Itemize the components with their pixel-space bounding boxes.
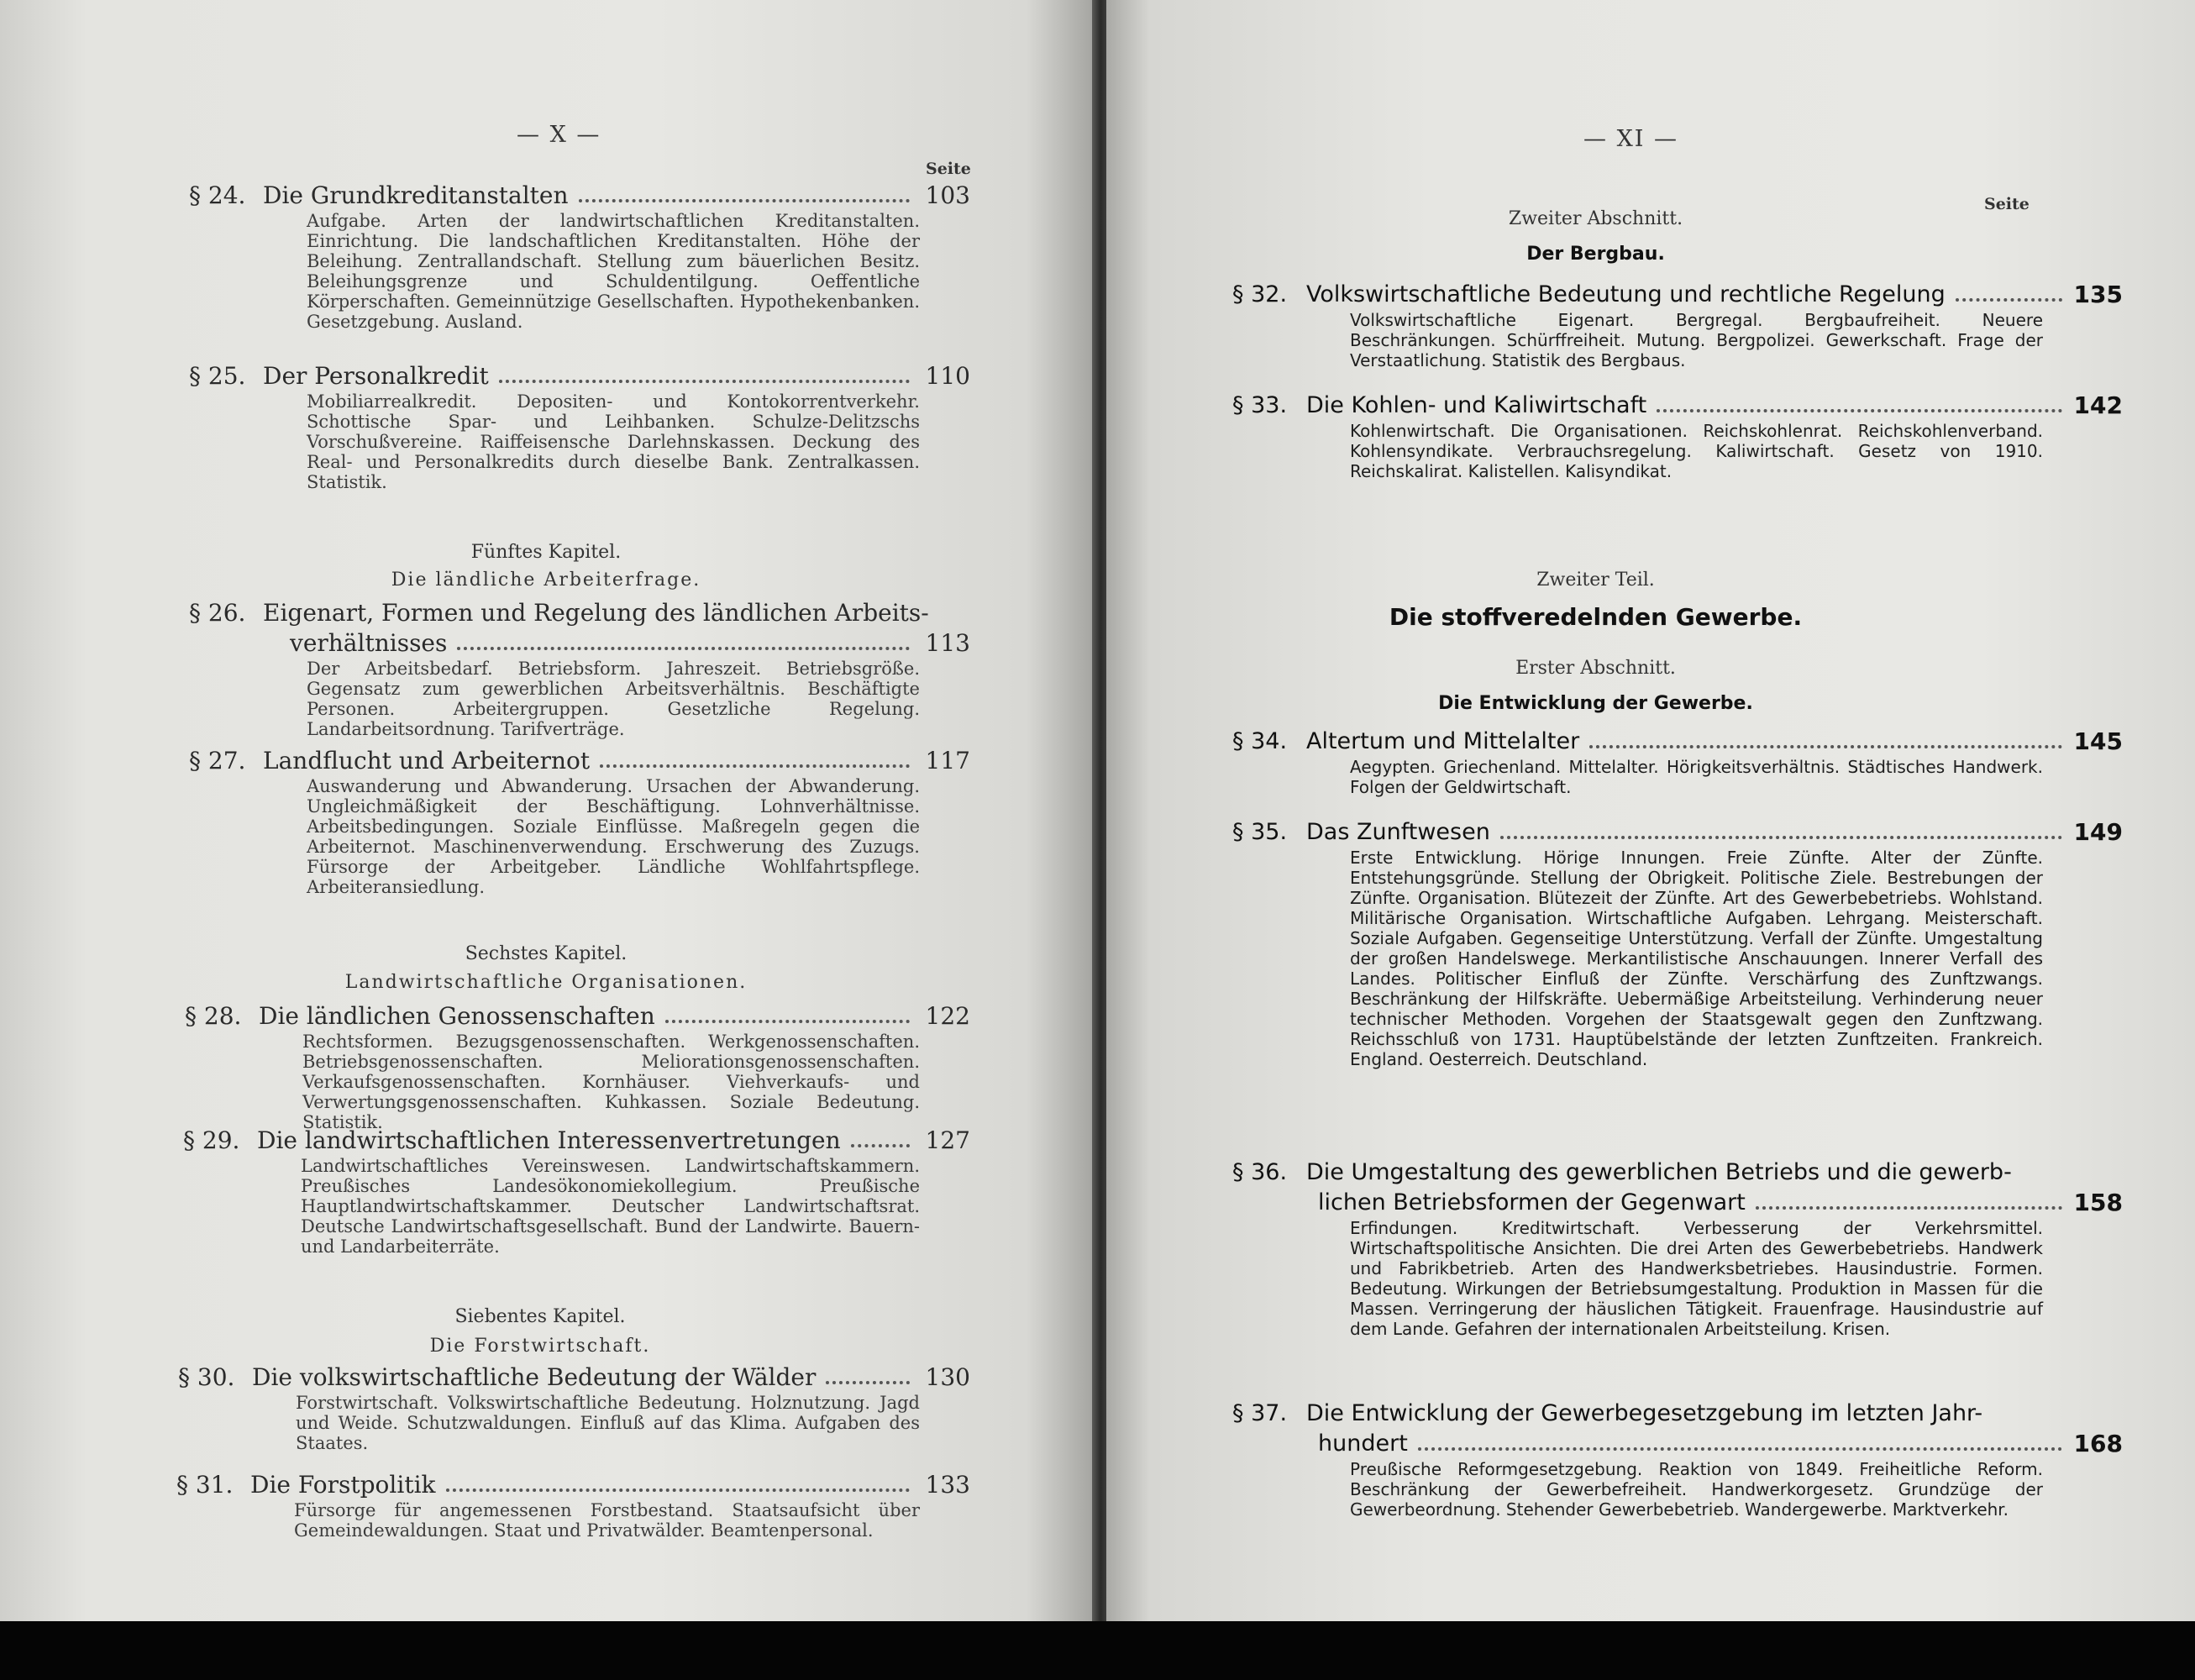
toc-entry <box>189 746 970 897</box>
page-ref: 133 <box>925 1471 970 1499</box>
entry-description: Erste Entwicklung. Hörige Innungen. Freie Zünfte. Alter der Zünfte. Entstehungsgründe. Stellung der Obrigkeit. Politische Ziele. Bestrebungen der Zünfte. Organisation. Blütezeit der Zünfte. Art des Gewerbebetriebs. Wohlstand. Militärische Organisation. Wirtschaftliche Aufgaben. Lehrgang. Meisterschaft. Soziale Aufgaben. Gegenseitige Unterstützung. Verfall der Zünfte. Umgestaltung der großen Handelswege. Merkantilistische Anschauungen. Innerer Verfall des Landes. Politischer Einfluß der Zünfte. Verschärfung des Zunftzwangs. Beschränkung der Hilfskräfte. Uebermäßige Arbeitsteilung. Verhinderung neuer technischer Methoden. Vorgehen der Staatsgewalt gegen den Zunftzwang. Reichsschluß von 1731. Hauptübelstände der letzten Zunftzeiten. Frankreich. England. Oesterreich. Deutschland. <box>1350 848 2043 1069</box>
page-ref: 117 <box>925 747 970 774</box>
entry-description: Preußische Reformgesetzgebung. Reaktion von 1849. Freiheitliche Reform. Beschränkung der Gewerbefreiheit. Handwerkorgesetz. Grundzüge der Gewerbeordnung. Stehender Gewerbebetrieb. Wandergewerbe. Marktverkehr. <box>1350 1459 2043 1520</box>
section-number: § 35. <box>1232 819 1288 845</box>
toc-entry <box>1232 280 2123 370</box>
page-ref: 103 <box>925 181 970 209</box>
page-ref: 158 <box>2073 1189 2123 1216</box>
section-label: Erster Abschnitt. <box>1515 658 1676 679</box>
section-title: Der Bergbau. <box>1526 244 1665 265</box>
page-ref: 122 <box>925 1002 970 1030</box>
section-number: § 28. <box>185 1002 242 1030</box>
entry-title-continued: hundert <box>1318 1431 1408 1457</box>
chapter-title: Die Forstwirtschaft. <box>429 1336 651 1357</box>
entry-title: Die Forstpolitik <box>250 1471 436 1499</box>
page-ref: 142 <box>2073 391 2123 419</box>
entry-description: Kohlenwirtschaft. Die Organisationen. Reichskohlenrat. Reichskohlenverband. Kohlensyndikate. Verbrauchsregelung. Kaliwirtschaft. Gesetz von 1910. Reichskalirat. Kalistellen. Kalisyndikat. <box>1350 421 2043 481</box>
section-title: Die Entwicklung der Gewerbe. <box>1438 693 1753 714</box>
toc-entry <box>1232 1158 2123 1339</box>
part-label: Zweiter Teil. <box>1536 570 1655 591</box>
page-ref: 145 <box>2073 727 2123 755</box>
entry-title: Die Grundkreditanstalten <box>263 181 569 209</box>
section-number: § 32. <box>1232 281 1288 307</box>
entry-title: Altertum und Mittelalter <box>1306 728 1580 754</box>
toc-entry <box>1232 391 2123 481</box>
entry-description: Aegypten. Griechenland. Mittelalter. Hörigkeitsverhältnis. Städtisches Handwerk. Folgen der Geldwirtschaft. <box>1350 757 2043 797</box>
page-ref: 135 <box>2073 281 2123 308</box>
section-number: § 24. <box>189 181 246 209</box>
page-ref: 168 <box>2073 1430 2123 1457</box>
toc-entry <box>189 181 970 332</box>
background-edge <box>0 1621 2195 1680</box>
section-number: § 26. <box>189 599 246 627</box>
page-ref: 127 <box>925 1126 970 1154</box>
toc-entry <box>176 1470 970 1541</box>
section-number: § 34. <box>1232 728 1288 754</box>
section-number: § 29. <box>183 1126 240 1154</box>
chapter-label: Sechstes Kapitel. <box>465 943 628 964</box>
entry-title: Eigenart, Formen und Regelung des ländlichen Arbeits- <box>263 599 929 627</box>
book-gutter <box>1092 0 1106 1621</box>
entry-title: Das Zunftwesen <box>1306 819 1490 845</box>
toc-entry <box>1232 727 2123 797</box>
seite-label: Seite <box>1984 195 2030 213</box>
page-ref: 113 <box>925 629 970 657</box>
part-title: Die stoffveredelnden Gewerbe. <box>1389 603 1803 631</box>
section-number: § 36. <box>1232 1159 1288 1185</box>
entry-description: Der Arbeitsbedarf. Betriebsform. Jahreszeit. Betriebsgröße. Gegensatz zum gewerblichen Arbeitsverhältnis. Beschäftigte Personen. Arbeitergruppen. Gesetzliche Regelung. Landarbeitsordnung. Tarifverträge. <box>307 659 920 739</box>
chapter-label: Fünftes Kapitel. <box>470 542 622 563</box>
toc-entry <box>189 361 970 492</box>
entry-description: Aufgabe. Arten der landwirtschaftlichen Kreditanstalten. Einrichtung. Die landschaftlichen Kreditanstalten. Höhe der Beleihung. Zentrallandschaft. Stellung zum bäuerlichen Besitz. Beleihungsgrenze und Schuldentilgung. Oeffentliche Körperschaften. Gemeinnützige Gesellschaften. Hypothekenbanken. Gesetzgebung. Ausland. <box>307 211 920 332</box>
section-label: Zweiter Abschnitt. <box>1508 208 1683 229</box>
seite-label: Seite <box>926 160 971 178</box>
left-page <box>0 0 1092 1621</box>
entry-title-continued: lichen Betriebsformen der Gegenwart <box>1318 1189 1746 1215</box>
entry-title: Die Kohlen- und Kaliwirtschaft <box>1306 392 1647 418</box>
toc-entry <box>1232 817 2123 1069</box>
entry-description: Erfindungen. Kreditwirtschaft. Verbesserung der Verkehrsmittel. Wirtschaftspolitische Ansichten. Die drei Arten des Gewerbebetriebs. Handwerk und Fabrikbetrieb. Arten des Handwerksbetriebes. Hausindustrie. Formen. Bedeutung. Wirkungen der Betriebsumgestaltung. Produktion in Massen für die Massen. Verringerung der häuslichen Tätigkeit. Frauenfrage. Hausindustrie auf dem Lande. Gefahren der internationalen Arbeitsteilung. Krisen. <box>1350 1218 2043 1339</box>
toc-entry <box>178 1362 970 1453</box>
chapter-title: Landwirtschaftliche Organisationen. <box>344 972 748 993</box>
section-number: § 33. <box>1232 392 1288 418</box>
page-ref: 110 <box>925 362 970 390</box>
page-number: — X — <box>517 122 601 148</box>
entry-title: Die volkswirtschaftliche Bedeutung der Wälder <box>252 1363 817 1391</box>
page-ref: 149 <box>2073 818 2123 846</box>
entry-title: Landflucht und Arbeiternot <box>263 747 591 774</box>
right-page <box>1106 0 2195 1621</box>
section-number: § 30. <box>178 1363 235 1391</box>
chapter-title: Die ländliche Arbeiterfrage. <box>391 570 701 591</box>
page-ref: 130 <box>925 1363 970 1391</box>
entry-title: Die landwirtschaftlichen Interessenvertretungen <box>257 1126 841 1154</box>
entry-title: Die Umgestaltung des gewerblichen Betriebs und die gewerb- <box>1306 1159 2012 1185</box>
entry-description: Auswanderung und Abwanderung. Ursachen der Abwanderung. Ungleichmäßigkeit der Beschäftigung. Lohnverhältnisse. Arbeitsbedingungen. Soziale Einflüsse. Maßregeln gegen die Arbeiternot. Maschinenverwendung. Erschwerung des Zuzugs. Fürsorge der Arbeitgeber. Ländliche Wohlfahrtspflege. Arbeiteransiedlung. <box>307 776 920 897</box>
entry-title: Volkswirtschaftliche Bedeutung und rechtliche Regelung <box>1306 281 1946 307</box>
toc-entry <box>183 1126 970 1257</box>
entry-title: Die Entwicklung der Gewerbegesetzgebung im letzten Jahr- <box>1306 1400 1983 1426</box>
page-number: — XI — <box>1583 126 1679 152</box>
toc-entry <box>189 598 970 739</box>
entry-title: Die ländlichen Genossenschaften <box>259 1002 655 1030</box>
entry-description: Rechtsformen. Bezugsgenossenschaften. Werkgenossenschaften. Betriebsgenossenschaften. Meliorationsgenossenschaften. Verkaufsgenossenschaften. Kornhäuser. Viehverkaufs- und Verwertungsgenossenschaften. Kuhkassen. Soziale Bedeutung. Statistik. <box>302 1032 920 1132</box>
entry-title-continued: verhältnisses <box>290 629 448 657</box>
section-number: § 25. <box>189 362 246 390</box>
entry-description: Mobiliarrealkredit. Depositen- und Kontokorrentverkehr. Schottische Spar- und Leihbanken. Schulze-Delitzschs Vorschußvereine. Raiffeisensche Darlehnskassen. Deckung des Real- und Personalkredits durch dieselbe Bank. Zentralkassen. Statistik. <box>307 391 920 492</box>
section-number: § 27. <box>189 747 246 774</box>
section-number: § 31. <box>176 1471 234 1499</box>
toc-entry <box>185 1001 970 1132</box>
entry-description: Forstwirtschaft. Volkswirtschaftliche Bedeutung. Holznutzung. Jagd und Weide. Schutzwaldungen. Einfluß auf das Klima. Aufgaben des Staates. <box>296 1393 920 1453</box>
entry-title: Der Personalkredit <box>263 362 489 390</box>
section-number: § 37. <box>1232 1400 1288 1426</box>
entry-description: Landwirtschaftliches Vereinswesen. Landwirtschaftskammern. Preußisches Landesökonomiekollegium. Preußische Hauptlandwirtschaftskammer. Deutscher Landwirtschaftsrat. Deutsche Landwirtschaftsgesellschaft. Bund der Landwirte. Bauern- und Landarbeiterräte. <box>301 1156 920 1257</box>
entry-description: Fürsorge für angemessenen Forstbestand. Staatsaufsicht über Gemeindewaldungen. Staat und Privatwälder. Beamtenpersonal. <box>294 1500 920 1541</box>
toc-entry <box>1232 1399 2123 1520</box>
entry-description: Volkswirtschaftliche Eigenart. Bergregal. Bergbaufreiheit. Neuere Beschränkungen. Schürffreiheit. Mutung. Bergpolizei. Gewerkschaft. Frage der Verstaatlichung. Statistik des Bergbaus. <box>1350 310 2043 370</box>
chapter-label: Siebentes Kapitel. <box>454 1306 626 1327</box>
